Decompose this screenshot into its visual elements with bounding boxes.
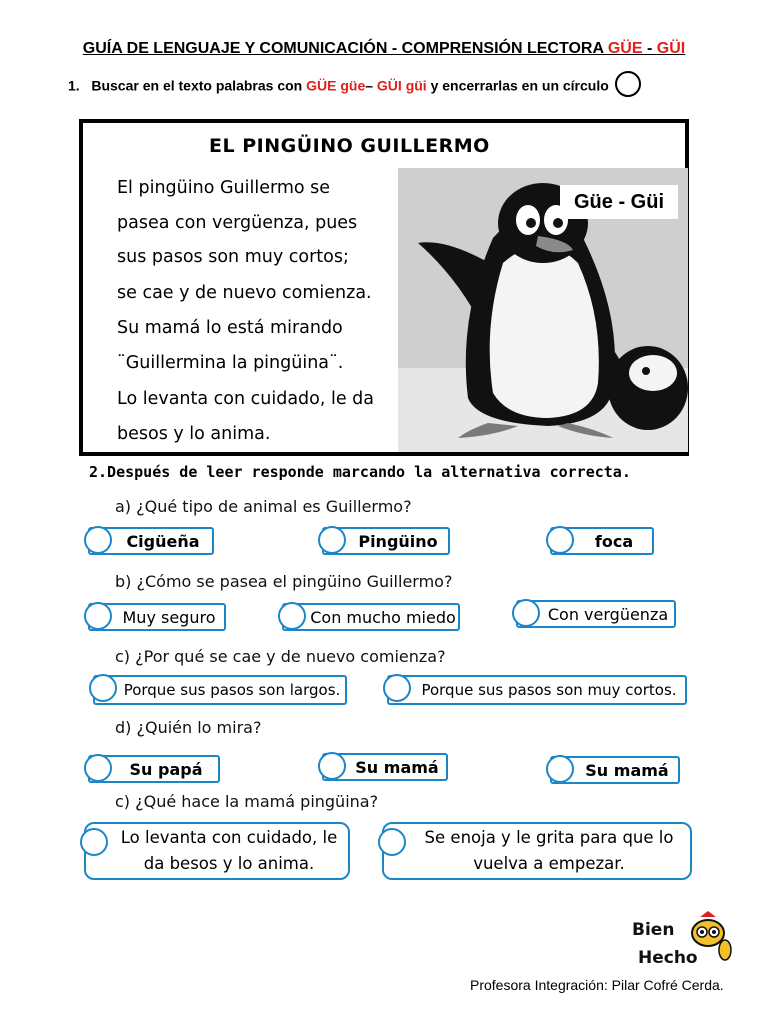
instruction-gue: GÜE güe [306,77,366,94]
instruction-suffix: y encerrarlas en un círculo [426,77,609,94]
radio-circle-icon[interactable] [383,674,411,702]
radio-circle-icon[interactable] [378,828,406,856]
radio-circle-icon[interactable] [80,828,108,856]
instruction-number: 1. [68,77,80,94]
title-gue: GÜE [607,40,643,57]
option-a2[interactable]: Pingüino [322,527,450,555]
option-e1[interactable]: Lo levanta con cuidado, le da besos y lo anima. [84,822,350,880]
radio-circle-icon[interactable] [84,602,112,630]
radio-circle-icon[interactable] [278,602,306,630]
option-c1[interactable]: Porque sus pasos son largos. [93,675,347,705]
radio-circle-icon[interactable] [84,754,112,782]
instruction-gui: GÜI güi [376,77,427,94]
question-d: d) ¿Quién lo mira? [115,718,262,737]
option-b1[interactable]: Muy seguro [88,603,226,631]
question-b: b) ¿Cómo se pasea el pingüino Guillermo? [115,572,453,591]
radio-circle-icon[interactable] [546,526,574,554]
logo-line2: Hecho [638,948,698,968]
logo-line1: Bien [632,920,675,940]
option-b2[interactable]: Con mucho miedo [282,603,460,631]
option-d2[interactable]: Su mamá [322,753,448,781]
title-text: GUÍA DE LENGUAJE Y COMUNICACIÓN - COMPRENSIÓN LECTORA [82,40,608,57]
option-e2[interactable]: Se enoja y le grita para que lo vuelva a empezar. [382,822,692,880]
option-c2[interactable]: Porque sus pasos son muy cortos. [387,675,687,705]
instruction-dash: – [365,77,377,94]
option-d3[interactable]: Su mamá [550,756,680,784]
option-a1[interactable]: Cigüeña [88,527,214,555]
radio-circle-icon[interactable] [84,526,112,554]
logo [630,905,740,975]
instruction-1 [68,77,641,97]
option-a3[interactable]: foca [550,527,654,555]
story-line: se cae y de nuevo comienza. [117,283,372,303]
story-line: sus pasos son muy cortos; [117,247,349,267]
image-label: Güe - Güi [560,185,678,219]
story-line: Lo levanta con cuidado, le da [117,389,375,409]
page-title [0,40,768,58]
title-dash: - [642,40,657,57]
story-box [79,119,689,456]
instruction-2: 2.Después de leer responde marcando la alternativa correcta. [89,463,631,481]
story-line: pasea con vergüenza, pues [117,213,358,233]
radio-circle-icon[interactable] [512,599,540,627]
story-title: EL PINGÜINO GUILLERMO [209,135,490,157]
instruction-prefix: Buscar en el texto palabras con [91,77,307,94]
radio-circle-icon[interactable] [318,526,346,554]
penguin-illustration [398,168,688,452]
option-d1[interactable]: Su papá [88,755,220,783]
option-b3[interactable]: Con vergüenza [516,600,676,628]
story-line: Su mamá lo está mirando [117,318,343,338]
footer-credit: Profesora Integración: Pilar Cofré Cerda. [470,977,724,993]
circle-icon [615,71,641,97]
question-e: c) ¿Qué hace la mamá pingüina? [115,792,379,811]
bee-icon [630,905,740,975]
story-line: El pingüino Guillermo se [117,178,331,198]
title-gui: GÜI [656,40,686,57]
question-c: c) ¿Por qué se cae y de nuevo comienza? [115,647,446,666]
radio-circle-icon[interactable] [318,752,346,780]
story-line: besos y lo anima. [117,424,271,444]
radio-circle-icon[interactable] [89,674,117,702]
story-line: ¨Guillermina la pingüina¨. [117,353,344,373]
radio-circle-icon[interactable] [546,755,574,783]
question-a: a) ¿Qué tipo de animal es Guillermo? [115,497,412,516]
